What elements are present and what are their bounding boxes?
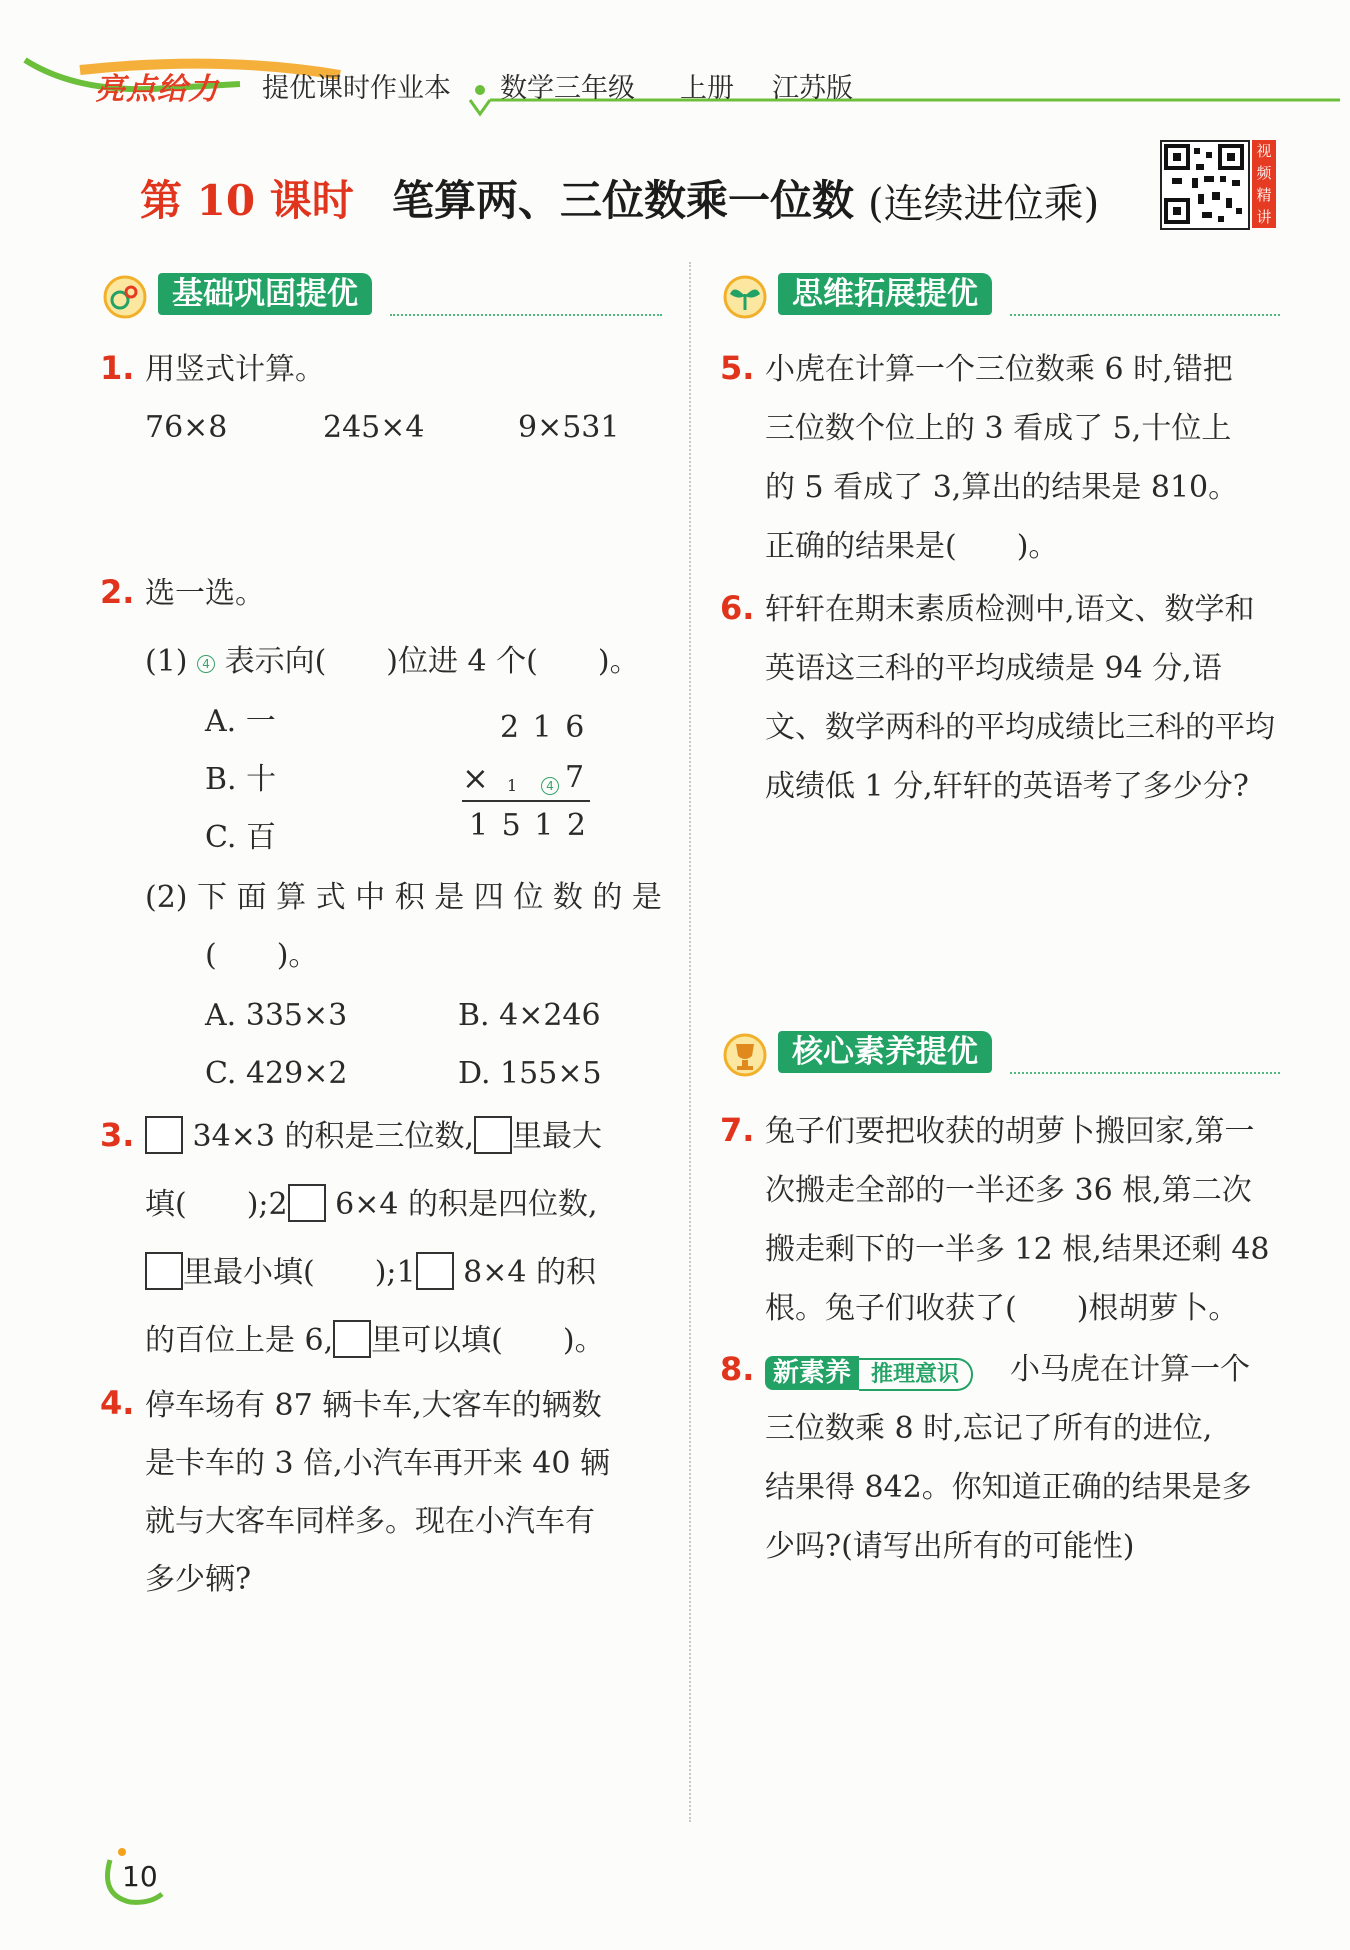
calc-rule [462,800,590,802]
q3-line4-b: 里可以填( )。 [371,1323,605,1358]
lesson-number: 第 10 课时 [140,176,354,225]
q3-line2-a: 填( );2 [145,1187,288,1222]
q3-number: 3. [100,1116,135,1154]
qr-tag: 视频精讲 [1252,140,1276,228]
q8-line3: 结果得 842。你知道正确的结果是多 [765,1470,1252,1505]
q4-line1: 停车场有 87 辆卡车,大客车的辆数 [145,1388,602,1423]
q1-stem: 用竖式计算。 [145,352,325,387]
qr-code[interactable] [1160,140,1250,230]
q5-line4: 正确的结果是( )。 [765,529,1059,564]
q3-line1 [145,1116,602,1157]
q2-option-a: A. 一 [205,704,276,739]
q5-number: 5. [720,349,755,387]
circled-four-icon: 4 [197,655,215,673]
calc-carry-1: 1 [507,776,518,795]
blank-box[interactable] [145,1252,183,1290]
subject-grade: 数学三年级 [500,73,635,104]
lesson-subtitle: (连续进位乘) [868,181,1100,227]
q6-line1: 轩轩在期末素质检测中,语文、数学和 [765,592,1255,627]
trophy-icon [720,1030,770,1080]
q2-part2: (2) 下 面 算 式 中 积 是 四 位 数 的 是 [145,880,662,915]
q8-line1: 小马虎在计算一个 [1010,1352,1250,1387]
q7-line2: 次搬走全部的一半还多 36 根,第二次 [765,1173,1252,1208]
q4-line4: 多少辆? [145,1562,252,1597]
q6-line3: 文、数学两科的平均成绩比三科的平均 [765,710,1275,745]
section-core-rule [1010,1072,1280,1074]
q4-line2: 是卡车的 3 倍,小汽车再开来 40 辆 [145,1446,610,1481]
q4-number: 4. [100,1384,135,1422]
volume: 上册 [680,73,734,104]
blank-box[interactable] [288,1184,326,1222]
blank-box[interactable] [416,1252,454,1290]
q8-line2: 三位数乘 8 时,忘记了所有的进位, [765,1411,1213,1446]
badge-new-literacy: 新素养 [765,1356,859,1390]
q3-line3-a: 里最小填( );1 [183,1255,416,1290]
q5-line1: 小虎在计算一个三位数乘 6 时,错把 [765,352,1233,387]
badge-reasoning: 推理意识 [859,1358,973,1391]
q1-item-3: 9×531 [518,410,620,445]
sun-gear-icon [100,272,150,322]
q7-line4: 根。兔子们收获了( )根胡萝卜。 [765,1291,1239,1326]
q2-part1 [145,642,640,682]
q3-line1-a: 34×3 的积是三位数, [192,1119,475,1154]
lesson-title: 笔算两、三位数乘一位数 [392,176,855,225]
calc-multiplicand: 2 1 6 [500,710,587,745]
q3-line4 [145,1320,605,1361]
q2-part2-option-b: B. 4×246 [458,998,601,1033]
q6-number: 6. [720,589,755,627]
calc-carry-4-icon: 4 [541,777,559,795]
calc-multiplier: 7 [565,760,585,795]
q2-part2-blank: ( )。 [205,938,319,973]
q3-line1-b: 里最大 [512,1119,603,1154]
q1-item-1: 76×8 [145,410,228,445]
sprout-icon [720,272,770,322]
q2-part1-text: 表示向( )位进 4 个( )。 [224,644,640,679]
q3-line4-a: 的百位上是 6, [145,1323,334,1358]
blank-box[interactable] [145,1116,183,1154]
q2-part2-option-c: C. 429×2 [205,1056,348,1091]
column-divider [689,262,691,1822]
page-number: 10 [122,1860,158,1893]
q1-number: 1. [100,349,135,387]
calc-times-sign: × [462,759,489,797]
q5-line2: 三位数个位上的 3 看成了 5,十位上 [765,411,1232,446]
section-core: 核心素养提优 [778,1031,992,1073]
q7-number: 7. [720,1111,755,1149]
section-thinking-rule [1010,314,1280,316]
q2-stem: 选一选。 [145,576,265,611]
book-name: 提优课时作业本 [262,73,451,104]
section-thinking: 思维拓展提优 [778,273,992,315]
q2-number: 2. [100,573,135,611]
q6-line4: 成绩低 1 分,轩轩的英语考了多少分? [765,769,1249,804]
q2-option-b: B. 十 [205,762,277,797]
calc-product: 1 5 1 2 [469,808,588,843]
q5-line3: 的 5 看成了 3,算出的结果是 810。 [765,470,1239,505]
q1-item-2: 245×4 [323,410,425,445]
q2-part1-label: (1) [145,644,188,679]
q3-line3 [145,1252,596,1293]
blank-box[interactable] [474,1116,512,1154]
q2-part2-option-d: D. 155×5 [458,1056,602,1091]
q2-part2-option-a: A. 335×3 [205,998,348,1033]
section-basic-rule [390,314,662,316]
q8-line4: 少吗?(请写出所有的可能性) [765,1529,1135,1564]
q7-line3: 搬走剩下的一半多 12 根,结果还剩 48 [765,1232,1270,1267]
q8-number: 8. [720,1350,755,1388]
q2-option-c: C. 百 [205,820,276,855]
blank-box[interactable] [333,1320,371,1358]
brand-logo: 亮点给力 [95,72,219,107]
q4-line3: 就与大客车同样多。现在小汽车有 [145,1504,595,1539]
q6-line2: 英语这三科的平均成绩是 94 分,语 [765,651,1222,686]
q3-line2-b: 6×4 的积是四位数, [335,1187,598,1222]
q3-line3-b: 8×4 的积 [463,1255,597,1290]
qr-pattern-icon [1162,142,1248,228]
edition: 江苏版 [772,73,853,104]
q7-line1: 兔子们要把收获的胡萝卜搬回家,第一 [765,1114,1255,1149]
q8-badge [765,1352,973,1389]
section-basic: 基础巩固提优 [158,273,372,315]
q3-line2 [145,1184,598,1225]
